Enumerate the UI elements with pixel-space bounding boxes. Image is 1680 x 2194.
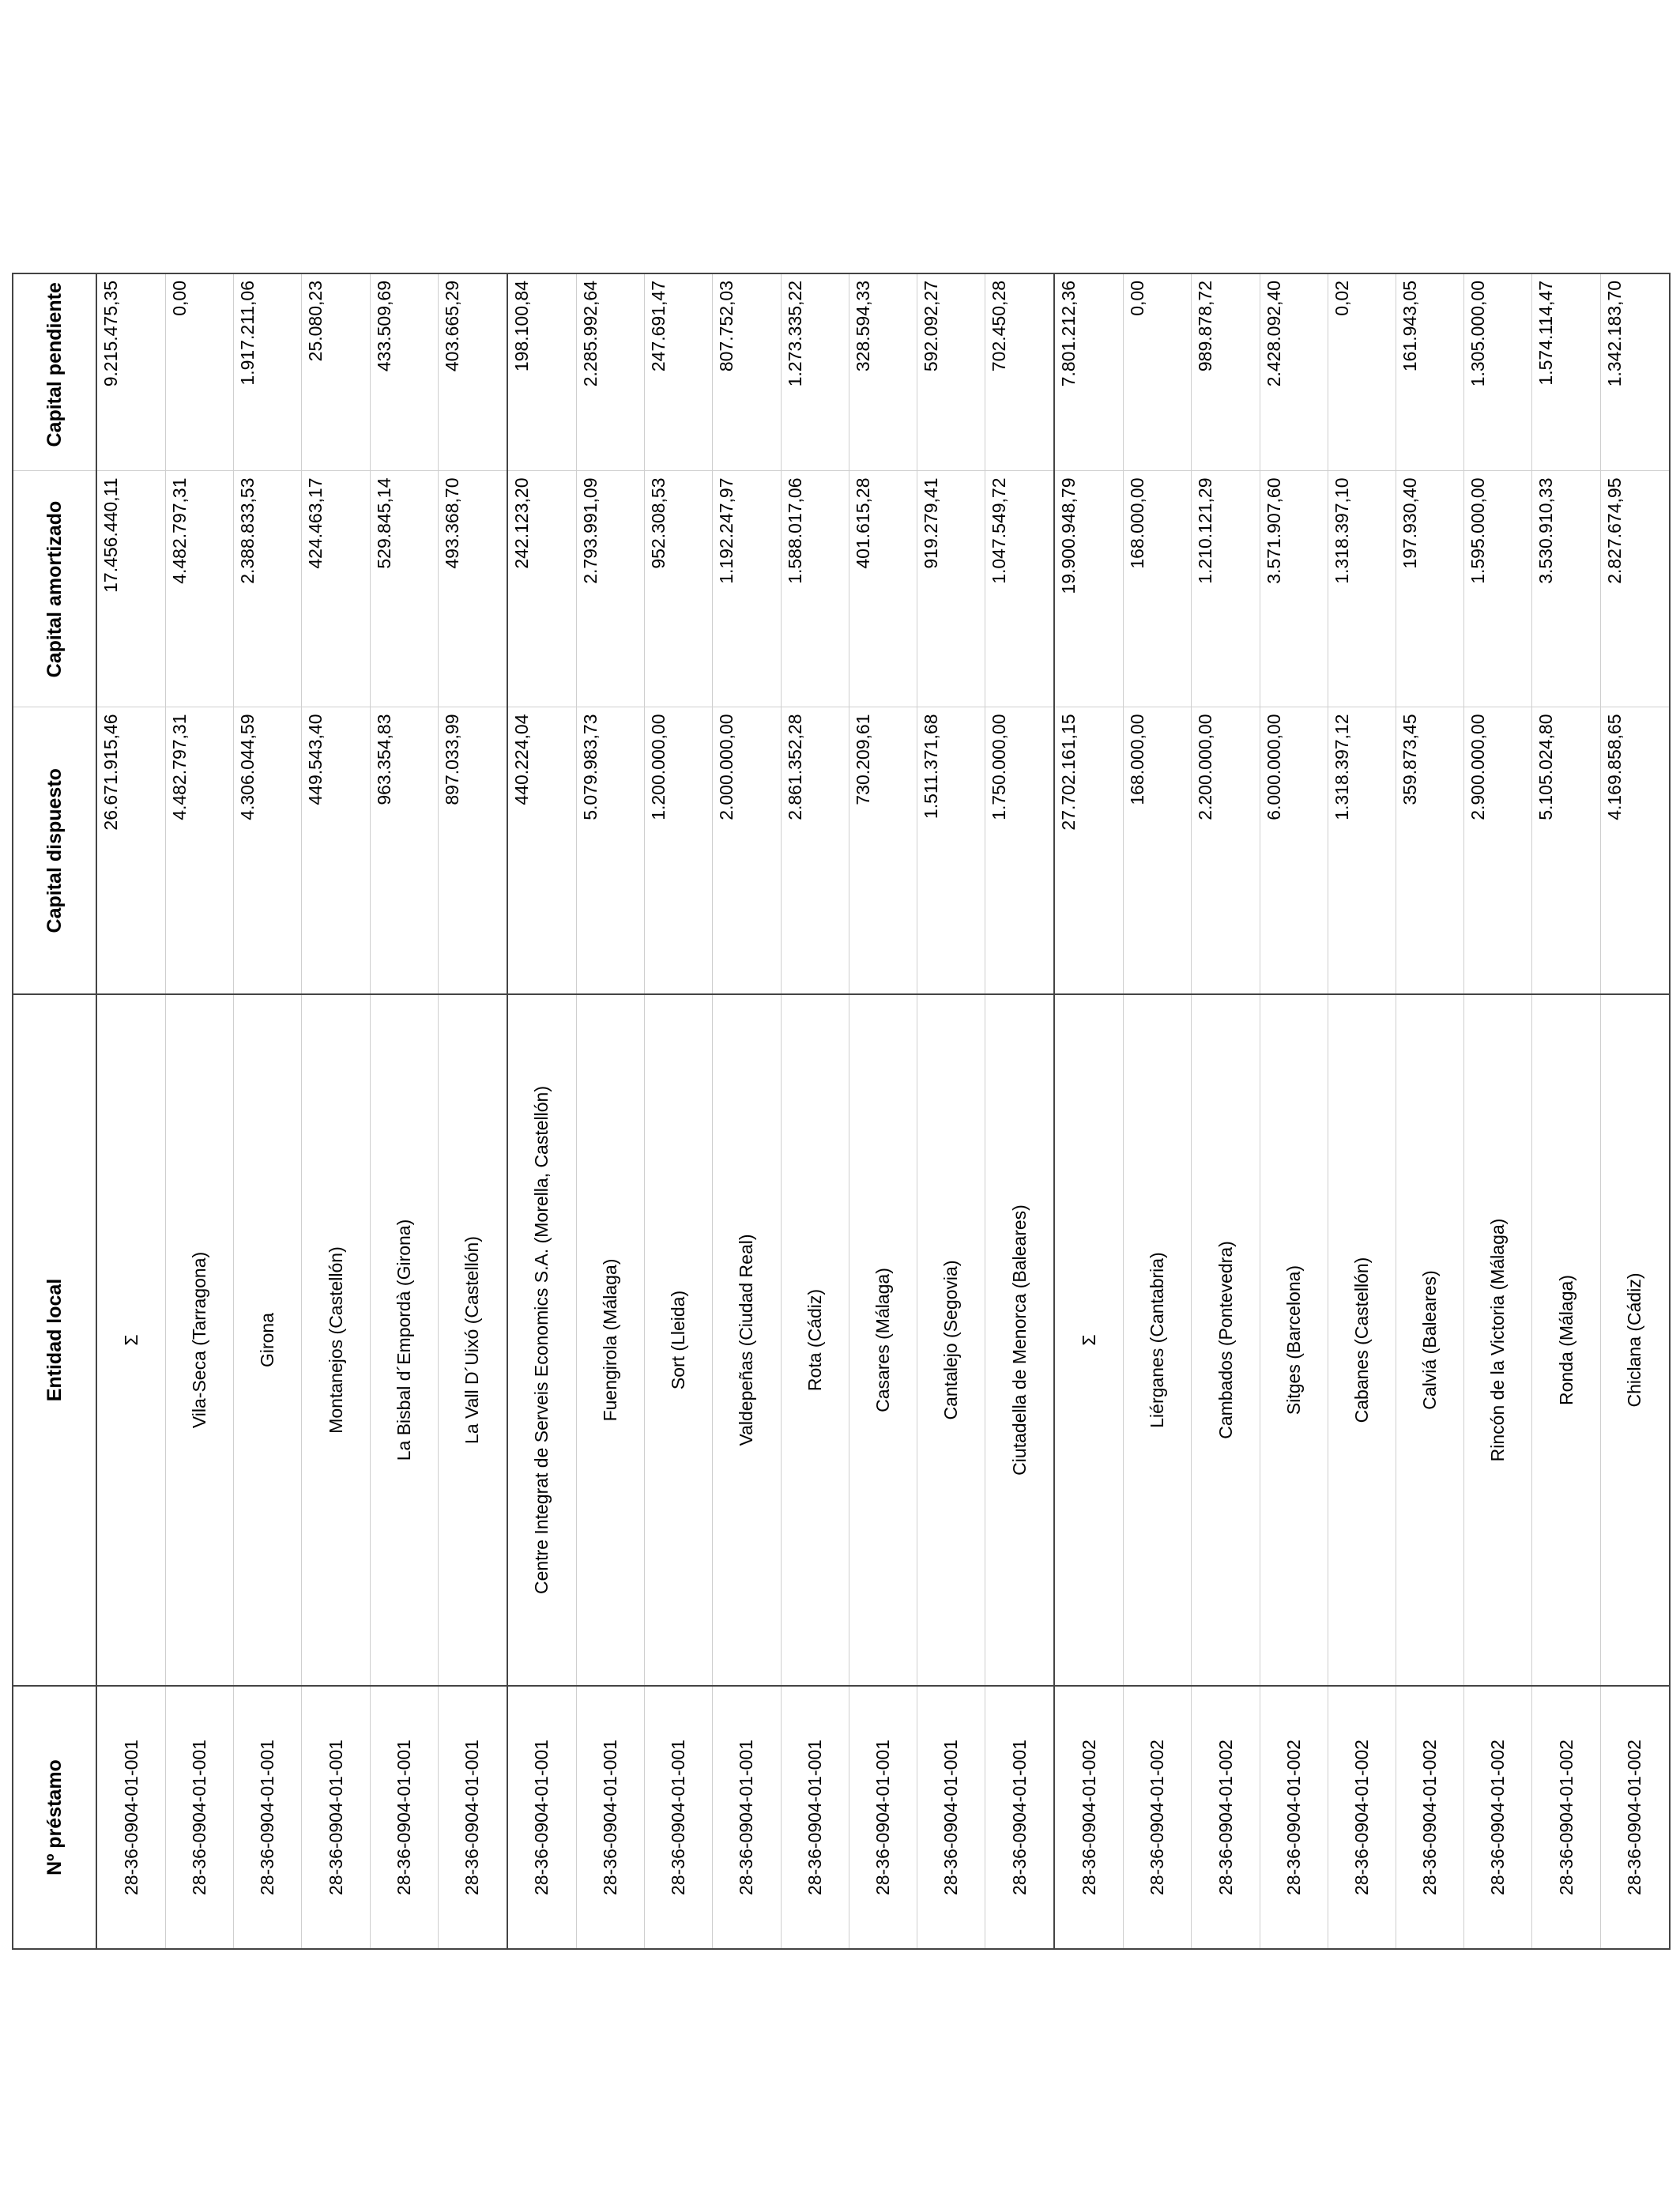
table-row xyxy=(1464,273,1532,1949)
loan-number-cell: 28-36-0904-01-001 xyxy=(645,1686,713,1949)
loan-number-cell: 28-36-0904-01-001 xyxy=(370,1686,438,1949)
capital-disposed-cell: 6.000.000,00 xyxy=(1260,707,1328,994)
capital-disposed-cell: 26.671.915,46 xyxy=(96,707,166,994)
entity-cell: Cantalejo (Segovia) xyxy=(917,994,985,1686)
capital-pending-cell: 247.691,47 xyxy=(645,273,713,471)
entity-cell: Casares (Málaga) xyxy=(849,994,917,1686)
table-row xyxy=(166,273,234,1949)
capital-pending-cell: 702.450,28 xyxy=(985,273,1055,471)
capital-disposed-cell: 168.000,00 xyxy=(1124,707,1192,994)
capital-disposed-cell: 2.200.000,00 xyxy=(1192,707,1260,994)
loan-number-cell: 28-36-0904-01-001 xyxy=(985,1686,1055,1949)
capital-amortized-cell: 3.571.907,60 xyxy=(1260,471,1328,707)
loan-number-cell: 28-36-0904-01-001 xyxy=(576,1686,644,1949)
capital-disposed-cell: 1.511.371,68 xyxy=(917,707,985,994)
capital-disposed-cell: 359.873,45 xyxy=(1396,707,1464,994)
capital-pending-cell: 0,00 xyxy=(166,273,234,471)
capital-disposed-cell: 5.105.024,80 xyxy=(1532,707,1600,994)
capital-pending-cell: 1.342.183,70 xyxy=(1600,273,1670,471)
rotated-page xyxy=(12,274,1671,1950)
capital-amortized-cell: 1.318.397,10 xyxy=(1328,471,1396,707)
table-row xyxy=(645,273,713,1949)
table-row xyxy=(781,273,849,1949)
loan-number-cell: 28-36-0904-01-001 xyxy=(438,1686,507,1949)
capital-amortized-cell: 242.123,20 xyxy=(507,471,577,707)
header-capital-pending xyxy=(13,273,96,471)
loan-number-cell: 28-36-0904-01-001 xyxy=(96,1686,166,1949)
header-capital-amortized: Capital amortizado xyxy=(13,471,96,707)
capital-amortized-cell: 424.463,17 xyxy=(302,471,370,707)
capital-disposed-cell: 963.354,83 xyxy=(370,707,438,994)
capital-disposed-cell: 2.861.352,28 xyxy=(781,707,849,994)
table-row xyxy=(1600,273,1670,1949)
capital-pending-cell: 198.100,84 xyxy=(507,273,577,471)
table-row xyxy=(1328,273,1396,1949)
loan-number-cell: 28-36-0904-01-001 xyxy=(234,1686,302,1949)
loan-number-cell: 28-36-0904-01-001 xyxy=(849,1686,917,1949)
entity-cell: Sort (Lleida) xyxy=(645,994,713,1686)
entity-cell: Ciutadella de Menorca (Baleares) xyxy=(985,994,1055,1686)
loan-number-cell: 28-36-0904-01-001 xyxy=(713,1686,781,1949)
capital-disposed-cell: 27.702.161,15 xyxy=(1054,707,1124,994)
entity-cell: Centre Integrat de Serveis Economics S.A. (Morella, Castellón) xyxy=(507,994,577,1686)
loan-number-cell: 28-36-0904-01-002 xyxy=(1192,1686,1260,1949)
capital-disposed-cell: 897.033,99 xyxy=(438,707,507,994)
capital-amortized-cell: 17.456.440,11 xyxy=(96,471,166,707)
entity-cell: Liérganes (Cantabria) xyxy=(1124,994,1192,1686)
loan-number-cell: 28-36-0904-01-001 xyxy=(507,1686,577,1949)
capital-amortized-cell: 529.845,14 xyxy=(370,471,438,707)
capital-amortized-cell: 1.210.121,29 xyxy=(1192,471,1260,707)
capital-pending-cell: 1.305.000,00 xyxy=(1464,273,1532,471)
capital-pending-cell: 592.092,27 xyxy=(917,273,985,471)
table-row xyxy=(96,273,166,1949)
capital-disposed-cell: 1.318.397,12 xyxy=(1328,707,1396,994)
entity-cell: La Vall D´Uixó (Castellón) xyxy=(438,994,507,1686)
table-row xyxy=(1396,273,1464,1949)
loan-number-cell: 28-36-0904-01-001 xyxy=(917,1686,985,1949)
capital-pending-cell: 1.273.335,22 xyxy=(781,273,849,471)
capital-pending-cell: 7.801.212,36 xyxy=(1054,273,1124,471)
capital-pending-cell: 0,02 xyxy=(1328,273,1396,471)
capital-disposed-cell: 1.750.000,00 xyxy=(985,707,1055,994)
table-row xyxy=(302,273,370,1949)
entity-cell: Ronda (Málaga) xyxy=(1532,994,1600,1686)
entity-cell: Chiclana (Cádiz) xyxy=(1600,994,1670,1686)
table-row xyxy=(370,273,438,1949)
capital-pending-cell: 328.594,33 xyxy=(849,273,917,471)
capital-amortized-cell: 3.530.910,33 xyxy=(1532,471,1600,707)
header-entity: Entidad local xyxy=(13,994,96,1686)
capital-amortized-cell: 2.793.991,09 xyxy=(576,471,644,707)
loan-number-cell: 28-36-0904-01-002 xyxy=(1600,1686,1670,1949)
capital-amortized-cell: 401.615,28 xyxy=(849,471,917,707)
table-row xyxy=(1260,273,1328,1949)
capital-disposed-cell: 4.306.044,59 xyxy=(234,707,302,994)
capital-amortized-cell: 2.827.674,95 xyxy=(1600,471,1670,707)
loan-number-cell: 28-36-0904-01-002 xyxy=(1328,1686,1396,1949)
capital-amortized-cell: 919.279,41 xyxy=(917,471,985,707)
header-loan-number: Nº préstamo xyxy=(13,1686,96,1949)
capital-amortized-cell: 19.900.948,79 xyxy=(1054,471,1124,707)
table-row xyxy=(1192,273,1260,1949)
entity-cell: Girona xyxy=(234,994,302,1686)
table-row xyxy=(713,273,781,1949)
entity-cell: Cambados (Pontevedra) xyxy=(1192,994,1260,1686)
header-capital-disposed: Capital dispuesto xyxy=(13,707,96,994)
capital-disposed-cell: 2.900.000,00 xyxy=(1464,707,1532,994)
loan-number-cell: 28-36-0904-01-002 xyxy=(1124,1686,1192,1949)
capital-pending-cell: 161.943,05 xyxy=(1396,273,1464,471)
capital-disposed-cell: 4.482.797,31 xyxy=(166,707,234,994)
loan-number-cell: 28-36-0904-01-001 xyxy=(166,1686,234,1949)
loan-number-cell: 28-36-0904-01-001 xyxy=(302,1686,370,1949)
loan-number-cell: 28-36-0904-01-002 xyxy=(1054,1686,1124,1949)
capital-pending-cell: 1.917.211,06 xyxy=(234,273,302,471)
loan-number-cell: 28-36-0904-01-002 xyxy=(1396,1686,1464,1949)
table-row xyxy=(438,273,507,1949)
capital-disposed-cell: 1.200.000,00 xyxy=(645,707,713,994)
entity-cell: Σ xyxy=(1054,994,1124,1686)
capital-pending-cell: 25.080,23 xyxy=(302,273,370,471)
entity-cell: Sitges (Barcelona) xyxy=(1260,994,1328,1686)
table-row xyxy=(985,273,1055,1949)
loan-number-cell: 28-36-0904-01-002 xyxy=(1532,1686,1600,1949)
capital-pending-cell: 9.215.475,35 xyxy=(96,273,166,471)
table-row xyxy=(1532,273,1600,1949)
capital-pending-cell: 807.752,03 xyxy=(713,273,781,471)
loans-table xyxy=(12,273,1671,1950)
capital-amortized-cell: 1.588.017,06 xyxy=(781,471,849,707)
capital-disposed-cell: 5.079.983,73 xyxy=(576,707,644,994)
entity-cell: Valdepeñas (Ciudad Real) xyxy=(713,994,781,1686)
table-row xyxy=(917,273,985,1949)
capital-pending-cell: 0,00 xyxy=(1124,273,1192,471)
table-row xyxy=(849,273,917,1949)
entity-cell: Rincón de la Victoria (Málaga) xyxy=(1464,994,1532,1686)
table-row xyxy=(576,273,644,1949)
capital-amortized-cell: 1.595.000,00 xyxy=(1464,471,1532,707)
capital-disposed-cell: 2.000.000,00 xyxy=(713,707,781,994)
header-row xyxy=(13,273,96,1949)
loan-number-cell: 28-36-0904-01-002 xyxy=(1260,1686,1328,1949)
capital-amortized-cell: 168.000,00 xyxy=(1124,471,1192,707)
loan-number-cell: 28-36-0904-01-001 xyxy=(781,1686,849,1949)
capital-pending-cell: 2.285.992,64 xyxy=(576,273,644,471)
header-capital-pending-label: Capital pendiente xyxy=(43,282,66,447)
entity-cell: Calviá (Baleares) xyxy=(1396,994,1464,1686)
entity-cell: Cabanes (Castellón) xyxy=(1328,994,1396,1686)
capital-disposed-cell: 449.543,40 xyxy=(302,707,370,994)
loan-number-cell: 28-36-0904-01-002 xyxy=(1464,1686,1532,1949)
capital-pending-cell: 433.509,69 xyxy=(370,273,438,471)
table-row xyxy=(507,273,577,1949)
capital-amortized-cell: 1.192.247,97 xyxy=(713,471,781,707)
capital-pending-cell: 989.878,72 xyxy=(1192,273,1260,471)
entity-cell: La Bisbal d´Empordà (Girona) xyxy=(370,994,438,1686)
entity-cell: Fuengirola (Málaga) xyxy=(576,994,644,1686)
capital-amortized-cell: 952.308,53 xyxy=(645,471,713,707)
capital-disposed-cell: 440.224,04 xyxy=(507,707,577,994)
capital-pending-cell: 403.665,29 xyxy=(438,273,507,471)
capital-amortized-cell: 2.388.833,53 xyxy=(234,471,302,707)
table-row xyxy=(1124,273,1192,1949)
table-body xyxy=(96,273,1670,1949)
entity-cell: Rota (Cádiz) xyxy=(781,994,849,1686)
capital-disposed-cell: 730.209,61 xyxy=(849,707,917,994)
entity-cell: Montanejos (Castellón) xyxy=(302,994,370,1686)
entity-cell: Vila-Seca (Tarragona) xyxy=(166,994,234,1686)
capital-pending-cell: 2.428.092,40 xyxy=(1260,273,1328,471)
capital-amortized-cell: 493.368,70 xyxy=(438,471,507,707)
capital-amortized-cell: 197.930,40 xyxy=(1396,471,1464,707)
table-row xyxy=(1054,273,1124,1949)
capital-amortized-cell: 1.047.549,72 xyxy=(985,471,1055,707)
capital-disposed-cell: 4.169.858,65 xyxy=(1600,707,1670,994)
table-row xyxy=(234,273,302,1949)
capital-pending-cell: 1.574.114,47 xyxy=(1532,273,1600,471)
capital-amortized-cell: 4.482.797,31 xyxy=(166,471,234,707)
entity-cell: Σ xyxy=(96,994,166,1686)
